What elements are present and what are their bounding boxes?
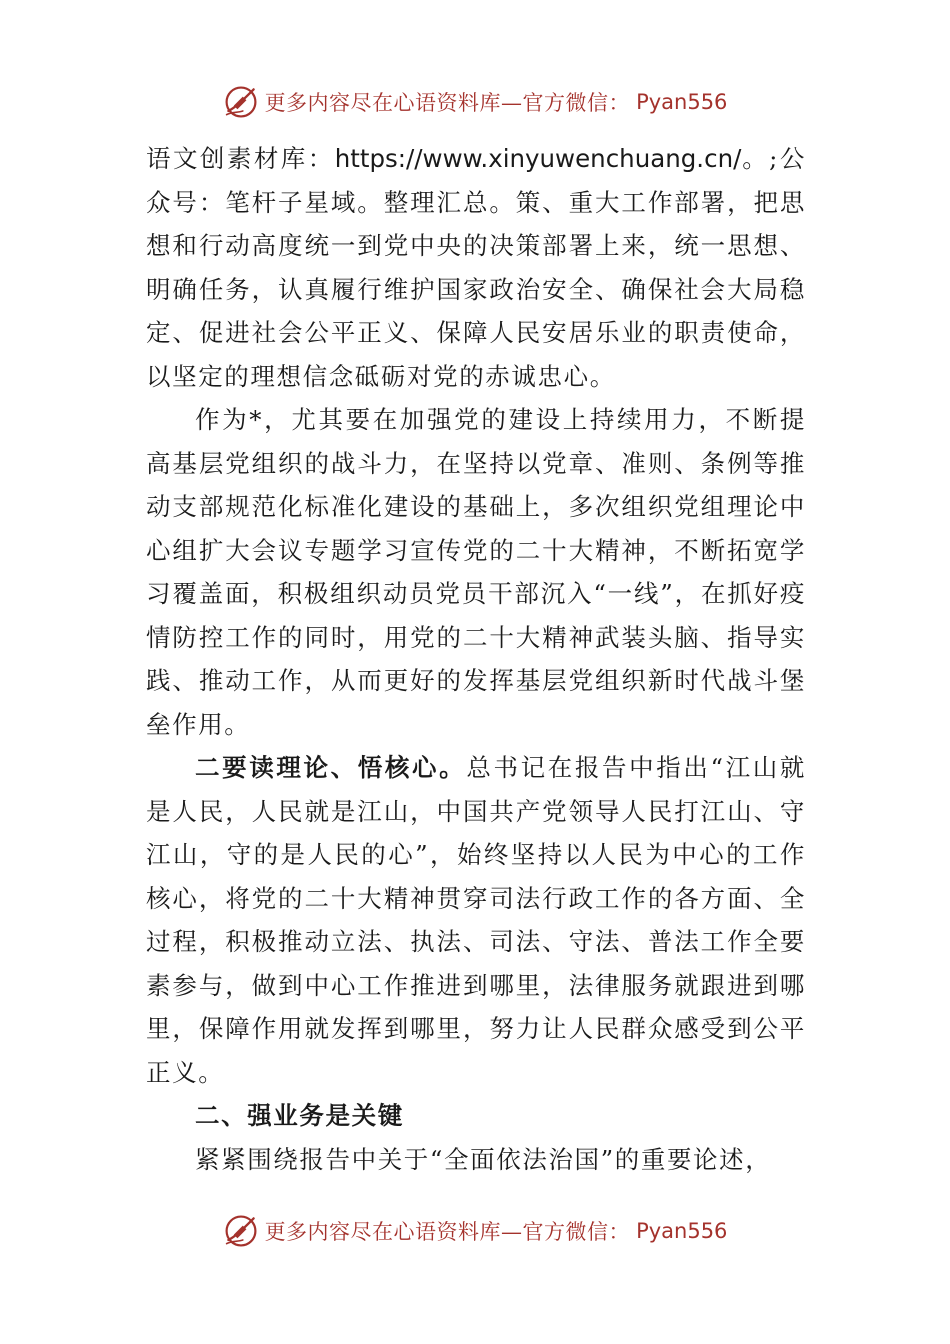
watermark-text: 更多内容尽在心语资料库—官方微信： — [264, 91, 631, 115]
header-watermark-banner — [0, 80, 950, 124]
paragraph-3 — [146, 746, 806, 1094]
source-url: https://www.xinyuwenchuang.cn/ — [334, 144, 742, 173]
paragraph-2: 作为*，尤其要在加强党的建设上持续用力，不断提高基层党组织的战斗力，在坚持以党章、准则、条例等推动支部规范化标准化建设的基础上，多次组织党组理论中心组扩大会议专题学习宣传党的二十大精神，不断拓宽学习覆盖面，积极组织动员党员干部沉入“一线”，在抓好疫情防控工作的同时，用党的二十大精神武装头脑、指导实践、推动工作，从而更好的发挥基层党组织新时代战斗堡垒作用。 — [146, 405, 806, 739]
watermark-text: 更多内容尽在心语资料库—官方微信： — [264, 1220, 631, 1244]
wechat-id: Pyan556 — [636, 1219, 728, 1243]
paragraph-1-text: 。;公众号：笔杆子星域。整理汇总。策、重大工作部署，把思想和行动高度统一到党中央的决策部署上来，统一思想、明确任务，认真履行维护国家政治安全、确保社会大局稳定、促进社会公平正义、保障人民安居乐业的职责使命，以坚定的理想信念砥砺对党的赤诚忠心。 — [146, 144, 806, 391]
paragraph-1 — [146, 137, 806, 398]
pen-nib-logo-icon — [223, 1213, 259, 1249]
section-heading: 二、强业务是关键 — [195, 1101, 404, 1130]
paragraph-3-lead: 二要读理论、悟核心。 — [195, 753, 467, 782]
paragraph-3-text: 总书记在报告中指出“江山就是人民，人民就是江山，中国共产党领导人民打江山、守江山，守的是人民的心”，始终坚持以人民为中心的工作核心，将党的二十大精神贯穿司法行政工作的各方面、全过程，积极推动立法、执法、司法、守法、普法工作全要素参与，做到中心工作推进到哪里，法律服务就跟进到哪里，保障作用就发挥到哪里，努力让人民群众感受到公平正义。 — [146, 753, 807, 1087]
document-body — [146, 137, 806, 1181]
paragraph-1-prefix: 语文创素材库： — [146, 144, 335, 173]
pen-nib-logo-icon — [223, 84, 259, 120]
wechat-id: Pyan556 — [636, 90, 728, 114]
footer-watermark-banner — [0, 1209, 950, 1253]
paragraph-4: 紧紧围绕报告中关于“全面依法治国”的重要论述， — [195, 1144, 772, 1174]
